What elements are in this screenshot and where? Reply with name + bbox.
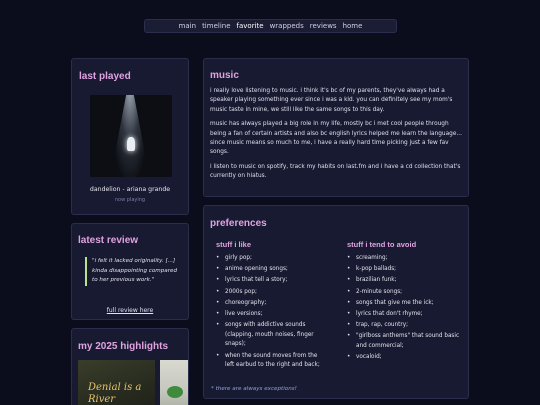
- list-item: • k-pop ballads;: [347, 265, 462, 275]
- latest-review-title: latest review: [78, 235, 139, 246]
- music-paragraph-2: music has always played a big role in my life, mostly bc i met cool people through being a fan of certain artists and also bc english lyrics helped me learn the language... since music means so much to me, i have a really hard time picking just a few fav songs.: [210, 121, 462, 156]
- performer-figure: [127, 137, 135, 151]
- list-item: • "girlboss anthems" that sound basic and commercial;: [347, 332, 462, 351]
- likes-list: [216, 254, 326, 371]
- exceptions-note: * there are always exceptions!: [211, 386, 297, 392]
- highlight-album-2-art: [167, 386, 183, 398]
- list-item: • songs with addictive sounds (clapping, mouth noises, finger snaps);: [216, 321, 326, 350]
- list-item: • anime opening songs;: [216, 265, 326, 275]
- music-title: music: [210, 70, 239, 81]
- list-item: • live versions;: [216, 310, 326, 320]
- list-item: • 2-minute songs;: [347, 288, 462, 298]
- nav-home[interactable]: home: [342, 22, 363, 30]
- list-item: • lyrics that don't rhyme;: [347, 310, 462, 320]
- nav-wrappeds[interactable]: wrappeds: [269, 22, 304, 30]
- nav-main[interactable]: main: [178, 22, 197, 30]
- highlight-album-1[interactable]: [78, 360, 155, 405]
- avoid-column: [347, 240, 462, 364]
- last-played-card: [71, 58, 189, 215]
- last-played-title: last played: [79, 71, 131, 82]
- list-item: • when the sound moves from the left earbud to the right and back;: [216, 352, 326, 371]
- list-item: • choreography;: [216, 299, 326, 309]
- list-item: • screaming;: [347, 254, 462, 264]
- highlight-album-2[interactable]: [160, 360, 189, 405]
- full-review-link[interactable]: full review here: [106, 307, 154, 314]
- likes-heading: stuff i like: [216, 240, 252, 249]
- latest-review-card: [71, 223, 189, 320]
- now-playing-status: now playing: [114, 197, 146, 203]
- top-nav: [144, 19, 397, 33]
- list-item: • brazilian funk;: [347, 276, 462, 286]
- list-item: • girly pop;: [216, 254, 326, 264]
- album-cover[interactable]: [90, 95, 172, 177]
- spotlight-beam: [110, 95, 150, 177]
- review-quote: "i felt it lacked originality. [...] kinda disappointing compared to her previous work.": [85, 257, 180, 286]
- list-item: • trap, rap, country;: [347, 321, 462, 331]
- preferences-title: preferences: [210, 218, 267, 229]
- highlight-album-1-text: Denial is a River: [88, 382, 142, 405]
- avoid-heading: stuff i tend to avoid: [347, 240, 417, 249]
- likes-column: [216, 240, 326, 372]
- nav-reviews[interactable]: reviews: [309, 22, 337, 30]
- preferences-card: [203, 205, 469, 399]
- highlights-title: my 2025 highlights: [78, 341, 169, 352]
- avoid-list: [347, 254, 462, 363]
- music-paragraph-1: i really love listening to music. i think it's bc of my parents, they've always had a speaker playing something ever since i was a kid. you can definitely see my mom's music taste in mine, we still like the same songs to this day.: [210, 88, 453, 113]
- list-item: • 2000s pop;: [216, 288, 326, 298]
- music-paragraph-3: i listen to music on spotify, track my habits on last.fm and i have a cd collection that's currently on hiatus.: [210, 163, 461, 180]
- music-card: [203, 58, 469, 197]
- track-name: dandelion - ariana grande: [89, 186, 171, 193]
- highlights-card: [71, 328, 189, 405]
- list-item: • songs that give me the ick;: [347, 299, 462, 309]
- list-item: • lyrics that tell a story;: [216, 276, 326, 286]
- nav-timeline[interactable]: timeline: [202, 22, 231, 30]
- list-item: • vocaloid;: [347, 353, 462, 363]
- nav-favorite[interactable]: favorite: [236, 22, 264, 30]
